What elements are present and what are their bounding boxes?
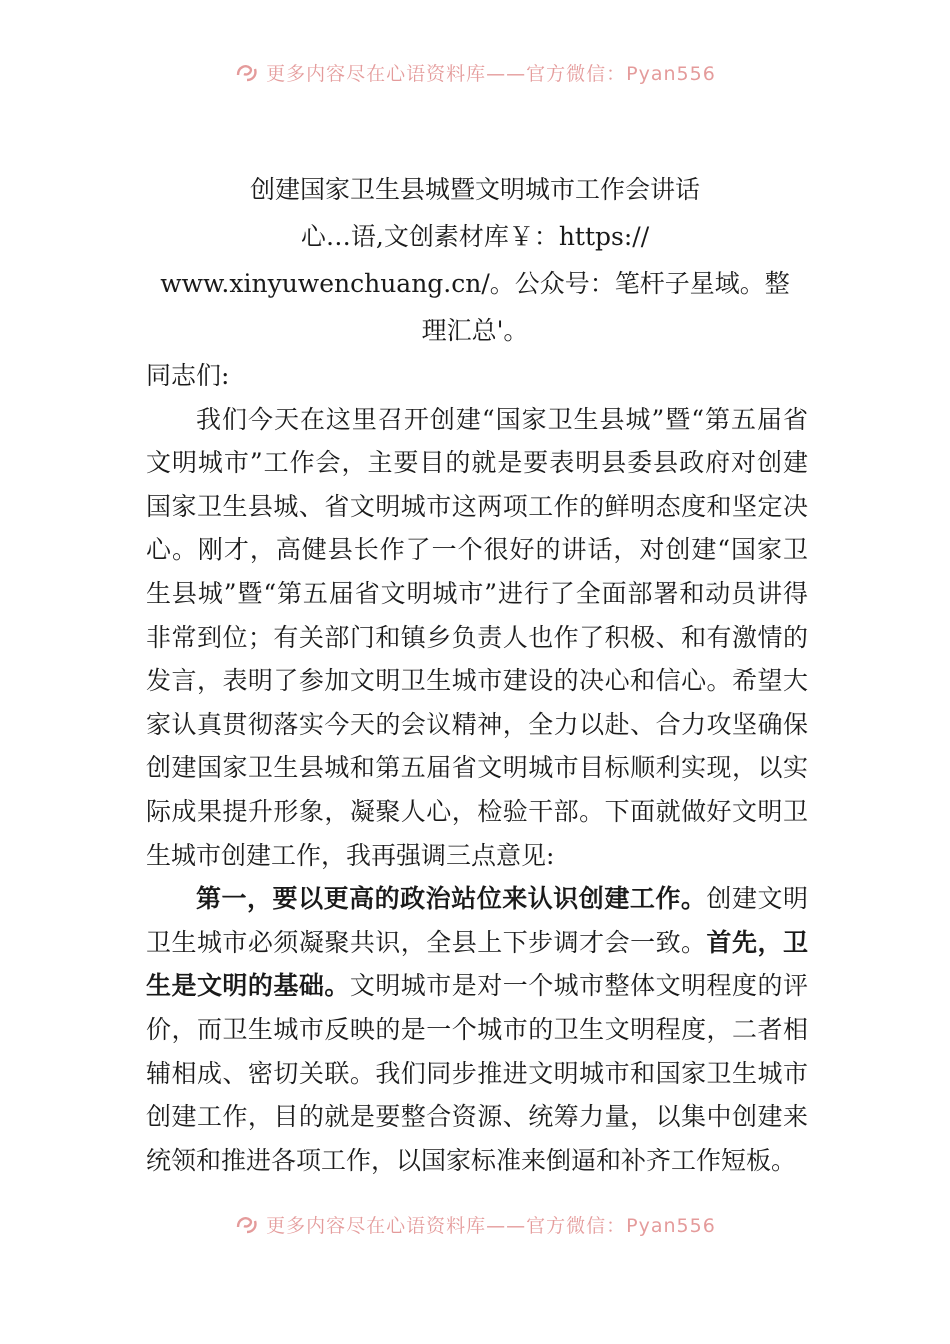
title-line-1: 创建国家卫生县城暨文明城市工作会讲话 xyxy=(249,175,700,204)
salutation: 同志们: xyxy=(146,361,230,390)
paragraph-2 xyxy=(146,877,808,1182)
logo-icon xyxy=(234,59,260,85)
heading-first: 首先，卫生是文明的基础。 xyxy=(146,927,808,1001)
paragraph-2-text-2: 文明城市是对一个城市整体文明程度的评价，而卫生城市反映的是一个城市的卫生文明程度，二者相辅相成、密切关联。我们同步推进文明城市和国家卫生城市创建工作，目的就是要整合资源、统筹力量，以集中创建来统领和推进各项工作，以国家标准来倒逼和补齐工作短板。 xyxy=(146,971,808,1175)
watermark-text: 更多内容尽在心语资料库——官方微信：Pyan556 xyxy=(266,62,716,85)
watermark-header xyxy=(0,54,950,90)
paragraph-1: 我们今天在这里召开创建“国家卫生县城”暨“第五届省文明城市”工作会，主要目的就是要表明县委县政府对创建国家卫生县城、省文明城市这两项工作的鲜明态度和坚定决心。刚才，高健县长作了一个很好的讲话，对创建“国家卫生县城”暨“第五届省文明城市”进行了全面部署和动员讲得非常到位；有关部门和镇乡负责人也作了积极、和有激情的发言，表明了参加文明卫生城市建设的决心和信心。希望大家认真贯彻落实今天的会议精神，全力以赴、合力攻坚确保创建国家卫生县城和第五届省文明城市目标顺利实现，以实际成果提升形象，凝聚人心，检验干部。下面就做好文明卫生城市创建工作，我再强调三点意见: xyxy=(146,404,808,870)
title-line-2: 心…语,文创素材库￥：https:// xyxy=(300,222,650,251)
title-line-3: www.xinyuwenchuang.cn/。公众号：笔杆子星域。整 xyxy=(160,269,790,298)
logo-icon xyxy=(234,1211,260,1237)
watermark-footer xyxy=(0,1206,950,1242)
paragraph-2-text-1: 创建文明卫生城市必须凝聚共识，全县上下步调才会一致。 xyxy=(146,884,808,957)
heading-point-one: 第一，要以更高的政治站位来认识创建工作。 xyxy=(196,884,707,914)
document-title xyxy=(140,166,810,354)
title-line-4: 理汇总'。 xyxy=(421,316,529,345)
watermark-text: 更多内容尽在心语资料库——官方微信：Pyan556 xyxy=(266,1214,716,1237)
document-body xyxy=(146,354,808,1182)
